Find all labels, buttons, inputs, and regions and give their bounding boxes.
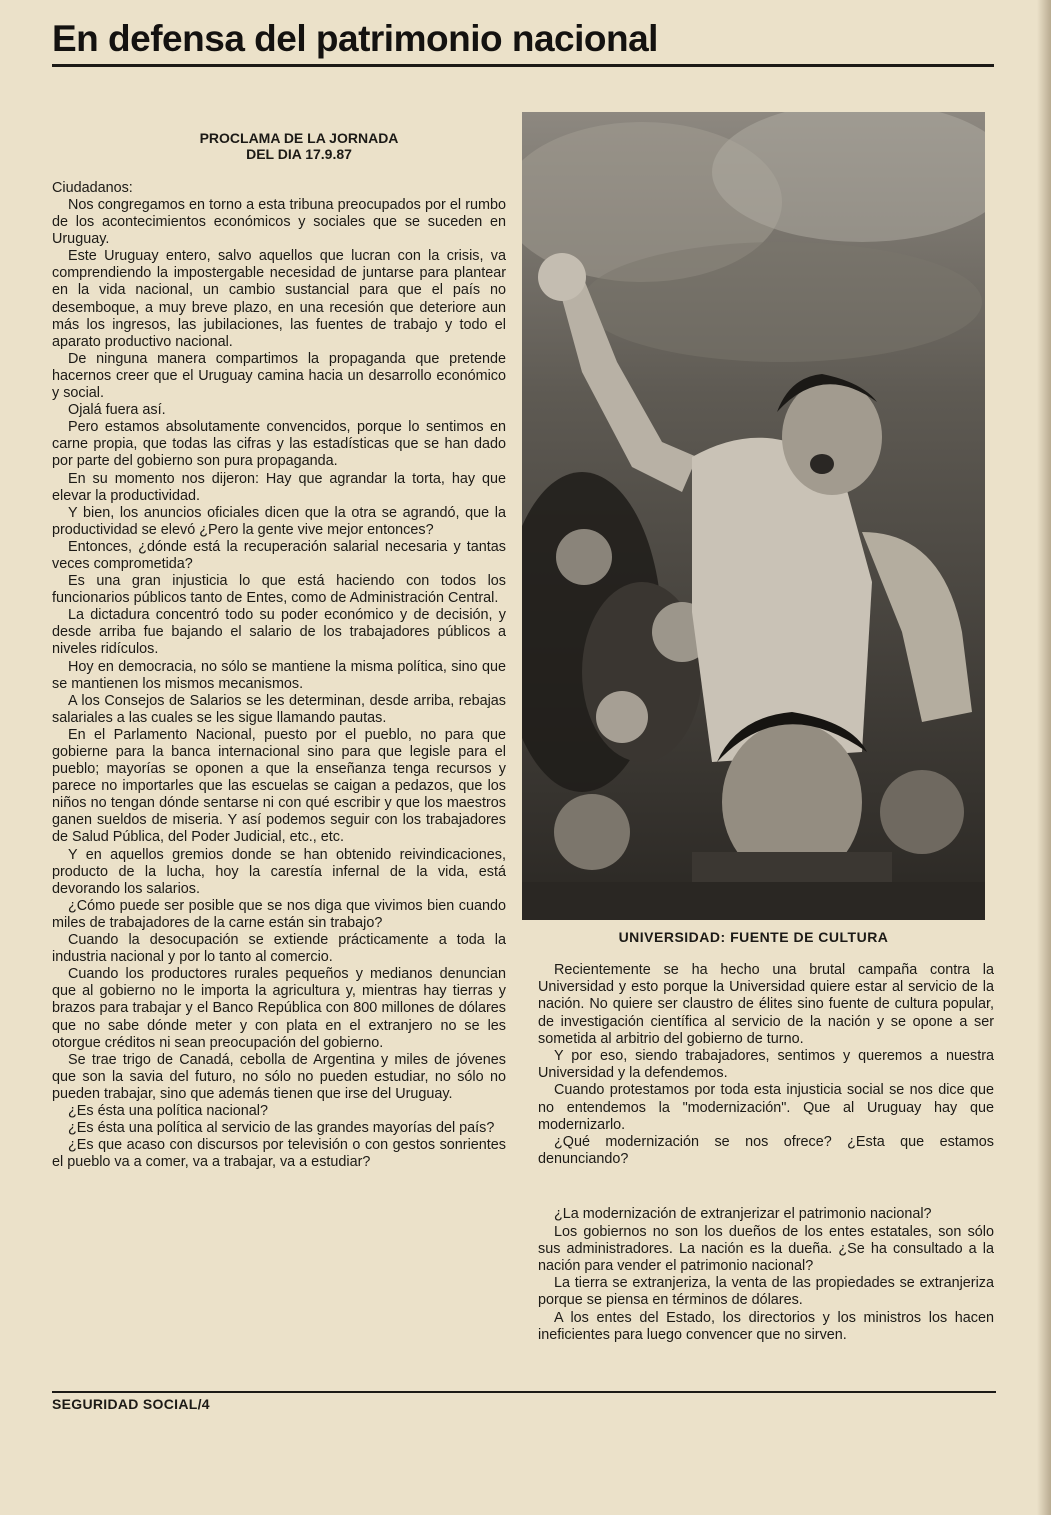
paragraph: La tierra se extranjeriza, la venta de las propiedades se extranjeriza porque se piensa en términos de dólares. [538,1275,994,1309]
protest-photo-illustration [522,112,985,920]
paragraph: Cuando la desocupación se extiende prácticamente a toda la industria nacional y por lo tanto al comercio. [52,932,506,966]
paragraph: Este Uruguay entero, salvo aquellos que lucran con la crisis, va comprendiendo la impostergable necesidad de juntarse para plantear en la vida nacional, un cambio sustancial para que el país no desemboque, a muy breve plazo, en una recesión que deteriore aun más los ingresos, las jubilaciones, las fuentes de trabajo y todo el aparato productivo nacional. [52,248,506,350]
page-edge-shadow [1037,0,1051,1515]
paragraph: Es una gran injusticia lo que está haciendo con todos los funcionarios públicos tanto de Entes, como de Administración Central. [52,573,506,607]
paragraph: Entonces, ¿dónde está la recuperación salarial necesaria y tantas veces comprometida? [52,538,506,572]
proclama-body [52,197,506,1171]
paragraph: Ojalá fuera así. [68,402,166,419]
proclama-column [52,130,506,1171]
paragraph: Hoy en democracia, no sólo se mantiene la misma política, sino que se mantienen los mismos mecanismos. [52,658,506,692]
paragraph: Pero estamos absolutamente convencidos, porque lo sentimos en carne propia, que todas las cifras y las estadísticas que se han dado por parte del gobierno son pura propaganda. [52,419,506,470]
paragraph: ¿Es ésta una política nacional? [68,1102,268,1119]
paragraph: Y en aquellos gremios donde se han obtenido reivindicaciones, producto de la lucha, hoy la carestía infernal de la vida, está devorando los salarios. [52,846,506,897]
paragraph: Y bien, los anuncios oficiales dicen que la otra se agrandó, que la productividad se elevó ¿Pero la gente vive mejor entonces? [52,504,506,538]
paragraph: ¿Es que acaso con discursos por televisión o con gestos sonrientes el pueblo va a comer, va a trabajar, va a estudiar? [52,1137,506,1171]
right-column [538,962,994,1344]
bottom-rule [52,1391,996,1393]
footer-folio: SEGURIDAD SOCIAL/4 [52,1396,210,1412]
photo-caption: UNIVERSIDAD: FUENTE DE CULTURA [618,929,889,945]
protest-photo [522,112,985,920]
paragraph: ¿Es ésta una política al servicio de las grandes mayorías del país? [68,1120,495,1137]
proclama-title: PROCLAMA DE LA JORNADA DEL DIA 17.9.87 [199,130,399,162]
top-rule [52,64,994,67]
paragraph: Y por eso, siendo trabajadores, sentimos y queremos a nuestra Universidad y la defendemos. [538,1048,994,1082]
paragraph: Cuando los productores rurales pequeños y medianos denuncian que al gobierno no le importa la agricultura y, mientras hay tierras y brazos para trabajar y el Banco República con 800 millones de dólares que no sabe dónde meter y con plata en el extranjero no se les otorgue créditos ni sean preocupación del gobierno. [52,966,506,1051]
paragraph: ¿Qué modernización se nos ofrece? ¿Esta que estamos denunciando? [538,1134,994,1168]
headline: En defensa del patrimonio nacional [52,18,658,59]
paragraph: Recientemente se ha hecho una brutal campaña contra la Universidad y esto porque la Universidad quiere estar al servicio de la nación. No quiere ser claustro de élites sino fuente de cultura popular, de investigación científica al servicio de la nación y se opone a ser sometida al arbitrio del gobierno de turno. [538,962,994,1047]
paragraph: Los gobiernos no son los dueños de los entes estatales, son sólo sus administradores. La nación es la dueña. ¿Se ha consultado a la nación para vender el patrimonio nacional? [538,1223,994,1275]
paragraph: ¿La modernización de extranjerizar el patrimonio nacional? [554,1206,932,1223]
salutation: Ciudadanos: [52,180,133,196]
paragraph: Nos congregamos en torno a esta tribuna preocupados por el rumbo de los acontecimientos económicos y sociales que se suceden en Uruguay. [52,197,506,248]
paragraph: A los entes del Estado, los directorios y los ministros los hacen ineficientes para luego convencer que no sirven. [538,1309,994,1343]
paragraph: En su momento nos dijeron: Hay que agrandar la torta, hay que elevar la productividad. [52,470,506,504]
paragraph: En el Parlamento Nacional, puesto por el pueblo, no para que gobierne para la banca internacional sino para que legisle para el pueblo; mayorías se oponen a que la enseñanza tenga recursos y parece no importarles que las escuelas se caigan a pedazos, que los niños no tengan dónde sentarse ni con qué escribir y que los maestros ganen sueldos de miseria. Y así podemos seguir con los trabajadores de Salud Pública, del Poder Judicial, etc., etc. [52,726,506,846]
paragraph: De ninguna manera compartimos la propaganda que pretende hacernos creer que el Uruguay camina hacia un desarrollo económico y social. [52,350,506,402]
paragraph: Se trae trigo de Canadá, cebolla de Argentina y miles de jóvenes que son la savia del futuro, no sólo no pueden estudiar, no sólo no pueden trabajar, sino que además tienen que irse del Uruguay. [52,1051,506,1102]
paragraph: A los Consejos de Salarios se les determinan, desde arriba, rebajas salariales a las cuales se les sigue llamando pautas. [52,692,506,726]
column-gap [538,1168,994,1206]
paragraph: Cuando protestamos por toda esta injusticia social se nos dice que no entendemos la "modernización". Que al Uruguay hay que modernizarlo. [538,1082,994,1133]
paragraph: La dictadura concentró todo su poder económico y de decisión, y desde arriba fue bajando el salario de los trabajadores públicos a niveles ridículos. [52,607,506,658]
paragraph: ¿Cómo puede ser posible que se nos diga que vivimos bien cuando miles de trabajadores de la carne están sin trabajo? [52,897,506,931]
